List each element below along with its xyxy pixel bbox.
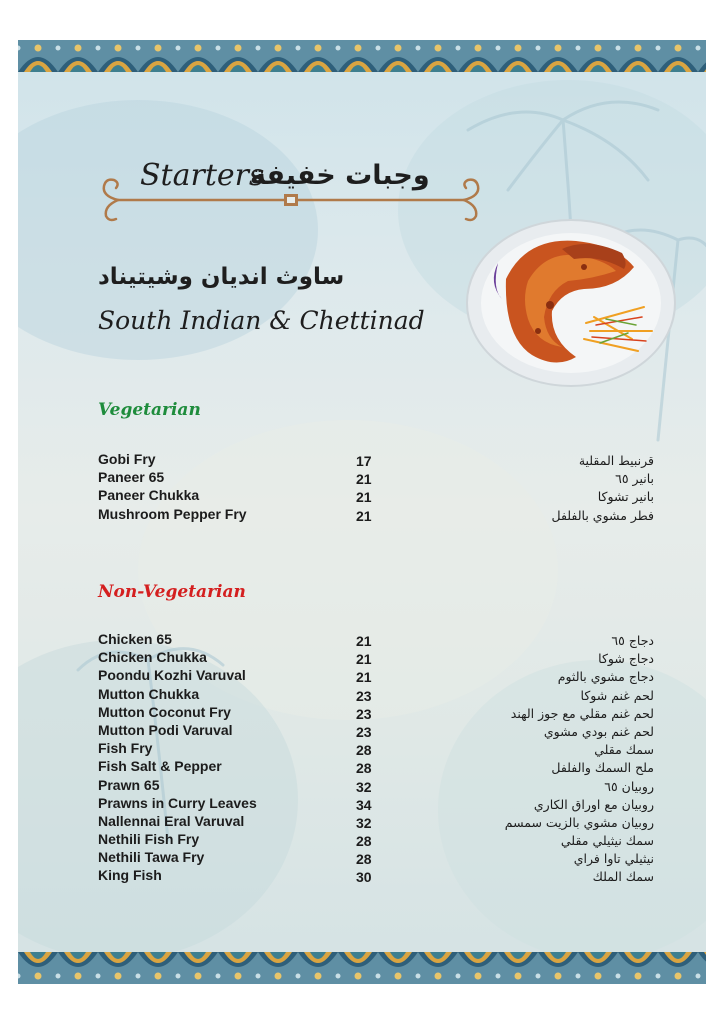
section-title-english: South Indian & Chettinad — [98, 306, 425, 335]
menu-item-name: Gobi Fry — [98, 451, 156, 467]
menu-item-name-arabic: بانير ٦٥ — [615, 471, 654, 487]
menu-item-row — [98, 758, 654, 776]
menu-item-row — [98, 740, 654, 758]
menu-item-price: 21 — [356, 651, 372, 668]
menu-item-name: Mushroom Pepper Fry — [98, 505, 247, 522]
menu-item-price: 21 — [356, 471, 372, 488]
menu-item-price: 21 — [356, 507, 372, 524]
menu-item-name-arabic: قرنبيط المقلية — [578, 453, 654, 468]
menu-item-row — [98, 686, 654, 704]
bottom-decorative-border — [18, 952, 706, 984]
menu-item-name: Nethili Tawa Fry — [98, 849, 205, 866]
menu-item-row — [98, 649, 654, 667]
menu-item-price: 34 — [356, 796, 372, 813]
menu-item-price: 28 — [356, 833, 372, 850]
menu-item-price: 21 — [356, 489, 372, 506]
menu-item-name: Mutton Chukka — [98, 685, 200, 702]
header-title-arabic: وجبات خفيفة — [250, 160, 430, 191]
menu-item-row — [98, 704, 654, 722]
menu-item-price: 23 — [356, 723, 372, 740]
menu-item-name: Mutton Coconut Fry — [98, 703, 231, 720]
scroll-ornament-icon — [96, 174, 486, 224]
menu-item-name-arabic: فطر مشوي بالفلفل — [551, 507, 654, 523]
header-title-english: Starters — [140, 158, 265, 193]
menu-item-price: 23 — [356, 687, 372, 704]
menu-item-name: Chicken Chukka — [98, 649, 207, 666]
menu-item-row — [98, 667, 654, 685]
menu-item-name-arabic: بانير تشوكا — [597, 489, 654, 505]
menu-item-name-arabic: لحم غنم مقلي مع جوز الهند — [510, 705, 654, 721]
menu-item-price: 28 — [356, 760, 372, 777]
category-vegetarian: Vegetarian — [98, 400, 201, 420]
menu-item-name-arabic: روبيان مع اوراق الكاري — [533, 796, 654, 812]
menu-item-name-arabic: سمك الملك — [592, 869, 654, 885]
menu-item-name: Nethili Fish Fry — [98, 831, 200, 848]
non-vegetarian-menu-list — [98, 631, 654, 886]
menu-item-row — [98, 631, 654, 649]
category-non-vegetarian: Non-Vegetarian — [98, 582, 246, 602]
menu-item-name-arabic: ملح السمك والفلفل — [551, 760, 654, 776]
menu-item-name: Fish Salt & Pepper — [98, 758, 222, 775]
chicken-dish-photo — [466, 219, 676, 387]
menu-item-name: Chicken 65 — [98, 631, 172, 647]
menu-item-row — [98, 722, 654, 740]
menu-item-name-arabic: لحم غنم بودي مشوي — [543, 723, 654, 739]
menu-item-name: Prawn 65 — [98, 776, 160, 793]
menu-item-name-arabic: روبيان مشوي بالزيت سمسم — [504, 814, 654, 830]
menu-item-row — [98, 849, 654, 867]
menu-item-row — [98, 506, 654, 524]
menu-item-name-arabic: نيثيلي تاوا فراي — [573, 851, 654, 867]
section-title-arabic: ساوث انديان وشيتيناد — [98, 264, 345, 290]
menu-item-name: Paneer 65 — [98, 469, 165, 486]
top-decorative-border — [18, 40, 706, 72]
menu-item-name-arabic: سمك مقلي — [594, 742, 654, 758]
menu-item-row — [98, 831, 654, 849]
menu-item-row — [98, 487, 654, 505]
vegetarian-menu-list — [98, 451, 654, 524]
menu-item-price: 30 — [356, 869, 372, 886]
menu-item-row — [98, 795, 654, 813]
menu-item-name: Poondu Kozhi Varuval — [98, 667, 246, 684]
menu-item-name: King Fish — [98, 867, 162, 884]
menu-item-row — [98, 777, 654, 795]
menu-item-price: 17 — [356, 453, 372, 469]
menu-item-row — [98, 813, 654, 831]
menu-item-price: 28 — [356, 851, 372, 868]
menu-item-price: 32 — [356, 814, 372, 831]
menu-page — [18, 40, 706, 984]
menu-item-price: 23 — [356, 705, 372, 722]
menu-item-row — [98, 867, 654, 885]
menu-item-name-arabic: لحم غنم شوكا — [580, 687, 654, 703]
menu-item-row — [98, 469, 654, 487]
menu-item-name: Paneer Chukka — [98, 487, 200, 504]
menu-item-name-arabic: دجاج ٦٥ — [611, 633, 654, 648]
menu-item-price: 21 — [356, 633, 372, 649]
menu-item-row — [98, 451, 654, 469]
menu-item-price: 21 — [356, 669, 372, 686]
menu-item-name: Nallennai Eral Varuval — [98, 812, 245, 829]
menu-item-name: Fish Fry — [98, 740, 153, 757]
menu-item-name-arabic: سمك نيثيلي مقلي — [560, 833, 654, 849]
menu-item-name-arabic: دجاج مشوي بالثوم — [557, 669, 654, 685]
menu-item-name-arabic: دجاج شوكا — [598, 651, 654, 667]
menu-item-price: 32 — [356, 778, 372, 795]
menu-item-name-arabic: روبيان ٦٥ — [604, 778, 654, 794]
menu-item-name: Mutton Podi Varuval — [98, 721, 233, 738]
menu-item-name: Prawns in Curry Leaves — [98, 794, 257, 811]
menu-item-price: 28 — [356, 742, 372, 759]
